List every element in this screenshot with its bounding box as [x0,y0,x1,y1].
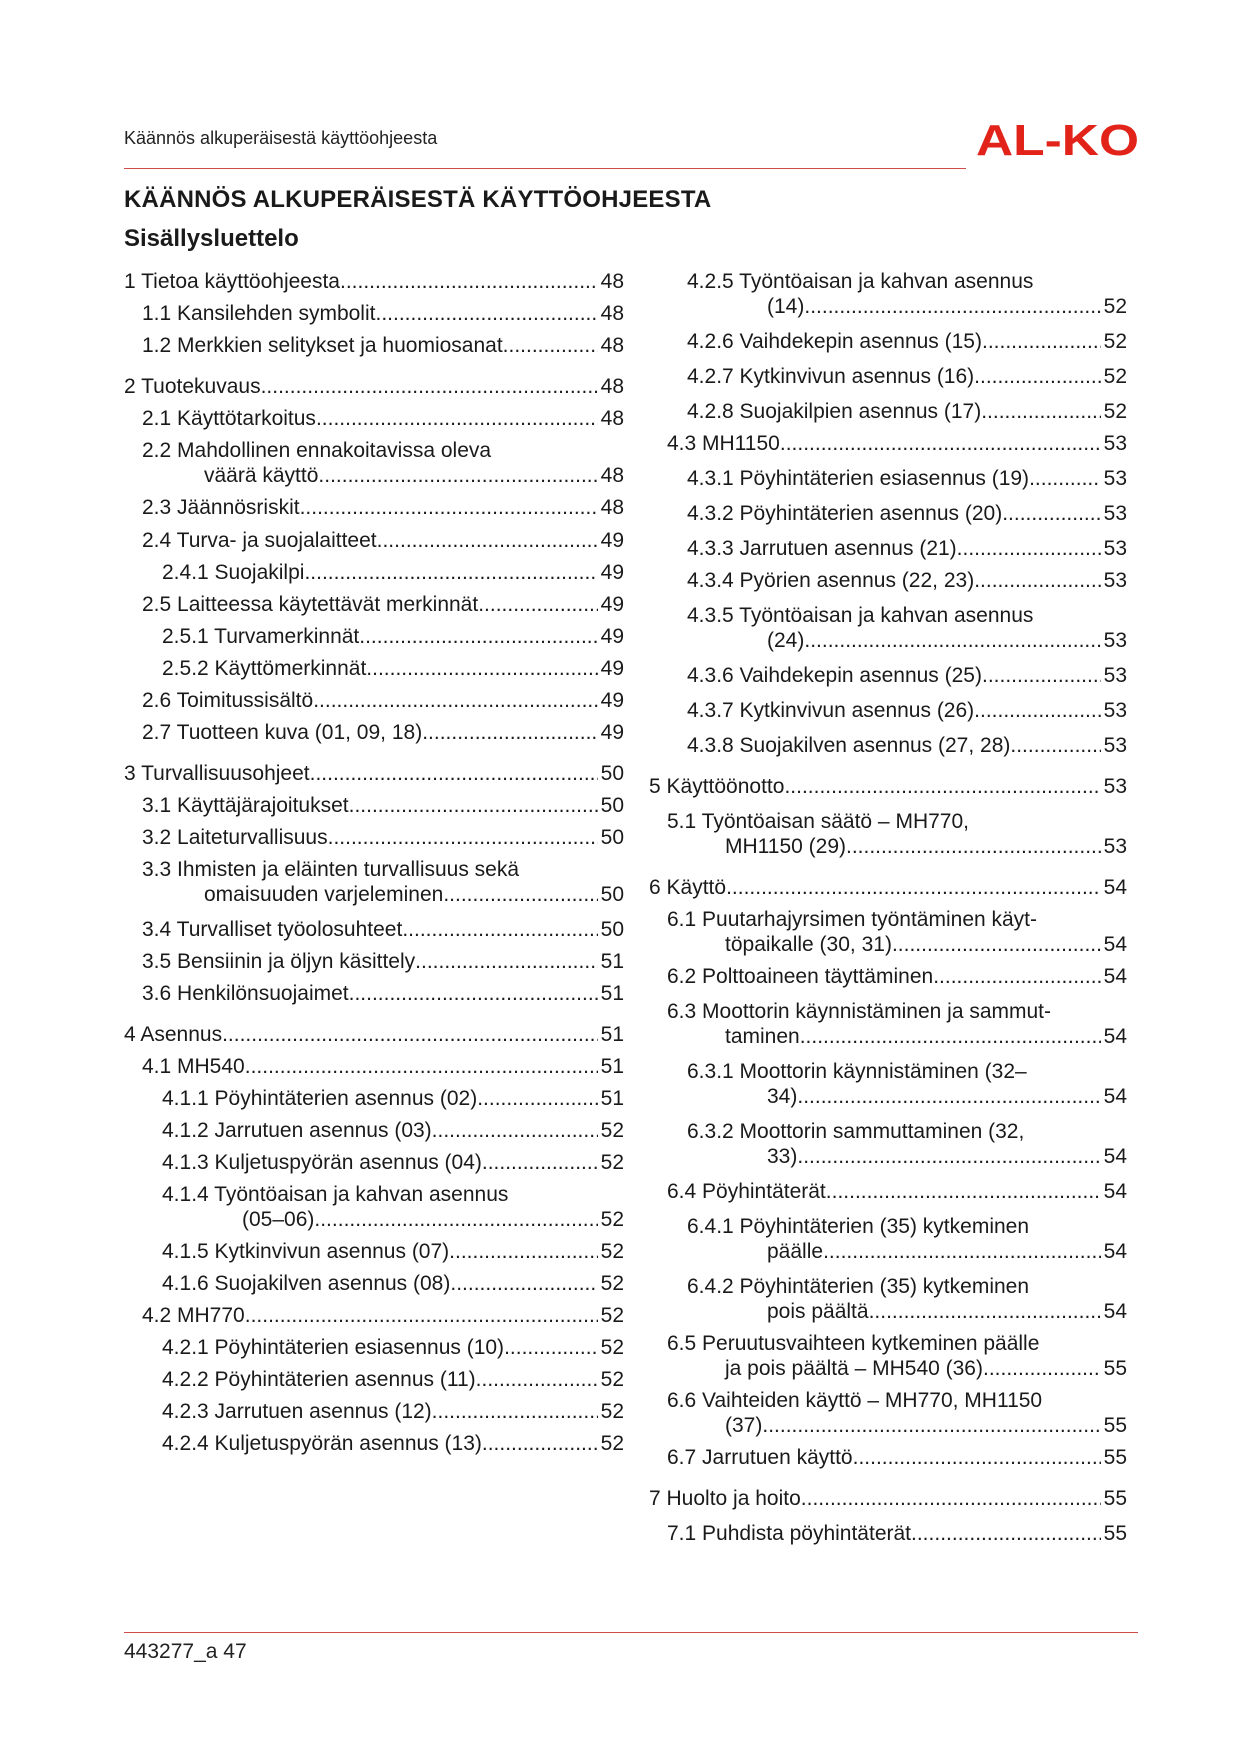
toc-entry[interactable]: 4.1 MH540 ..... 51 [124,1054,624,1079]
toc-entry[interactable]: 6.3.1 Moottorin käynnistäminen (32– 34) ..... 54 [649,1059,1127,1109]
toc-entry[interactable]: 1.2 Merkkien selitykset ja huomiosanat ..... 48 [124,333,624,358]
toc-entry[interactable]: 4.2.4 Kuljetuspyörän asennus (13) ..... 52 [124,1431,624,1456]
toc-entry[interactable]: 4.2.6 Vaihdekepin asennus (15) ..... 52 [649,329,1127,354]
toc-entry[interactable]: 1 Tietoa käyttöohjeesta ..... 48 [124,269,624,294]
toc-entry[interactable]: 2.4 Turva- ja suojalaitteet ..... 49 [124,528,624,553]
toc-left-column [124,269,624,1456]
toc-entry[interactable]: 2.4.1 Suojakilpi ..... 49 [124,560,624,585]
toc-entry[interactable]: 3.4 Turvalliset työolosuhteet ..... 50 [124,917,624,942]
toc-entry[interactable]: 5.1 Työntöaisan säätö – MH770, MH1150 (29) ..... 53 [649,809,1127,859]
toc-entry[interactable]: 6 Käyttö ..... 54 [649,875,1127,900]
toc-entry[interactable]: 3.1 Käyttäjärajoitukset ..... 50 [124,793,624,818]
toc-entry[interactable]: 6.6 Vaihteiden käyttö – MH770, MH1150 (37) ..... 55 [649,1388,1127,1438]
toc-entry[interactable]: 7 Huolto ja hoito ..... 55 [649,1486,1127,1511]
toc-entry[interactable]: 6.4 Pöyhintäterät ..... 54 [649,1179,1127,1204]
toc-entry[interactable]: 2.2 Mahdollinen ennakoitavissa oleva väärä käyttö ..... 48 [124,438,624,488]
alko-logo [976,118,1141,162]
toc-entry[interactable]: 4.2.1 Pöyhintäterien esiasennus (10) ..... 52 [124,1335,624,1360]
toc-entry[interactable]: 2.5.2 Käyttömerkinnät ..... 49 [124,656,624,681]
toc-entry[interactable]: 4 Asennus ..... 51 [124,1022,624,1047]
toc-heading: Sisällysluettelo [124,225,299,252]
toc-entry[interactable]: 4.2 MH770 ..... 52 [124,1303,624,1328]
toc-entry[interactable]: 6.1 Puutarhajyrsimen työntäminen käyt- töpaikalle (30, 31) ..... 54 [649,907,1127,957]
toc-entry[interactable]: 3.3 Ihmisten ja eläinten turvallisuus sekä omaisuuden varjeleminen ..... 50 [124,857,624,907]
toc-entry[interactable]: 2 Tuotekuvaus ..... 48 [124,374,624,399]
toc-entry[interactable]: 4.3.2 Pöyhintäterien asennus (20) ..... 53 [649,501,1127,526]
footer-doc-number: 443277_a 47 [124,1640,247,1663]
toc-entry[interactable]: 2.6 Toimitussisältö ..... 49 [124,688,624,713]
toc-entry[interactable]: 3.6 Henkilönsuojaimet ..... 51 [124,981,624,1006]
toc-entry[interactable]: 4.3.1 Pöyhintäterien esiasennus (19) ..... 53 [649,466,1127,491]
toc-entry[interactable]: 4.2.5 Työntöaisan ja kahvan asennus (14) ..... 52 [649,269,1127,319]
toc-entry[interactable]: 4.1.2 Jarrutuen asennus (03) ..... 52 [124,1118,624,1143]
toc-entry[interactable]: 6.7 Jarrutuen käyttö ..... 55 [649,1445,1127,1470]
toc-entry[interactable]: 1.1 Kansilehden symbolit ..... 48 [124,301,624,326]
toc-entry[interactable]: 4.1.5 Kytkinvivun asennus (07) ..... 52 [124,1239,624,1264]
toc-entry[interactable]: 4.3.7 Kytkinvivun asennus (26) ..... 53 [649,698,1127,723]
toc-right-column [649,269,1127,1546]
toc-entry[interactable]: 4.3.4 Pyörien asennus (22, 23) ..... 53 [649,568,1127,593]
toc-entry[interactable]: 4.3 MH1150 ..... 53 [649,431,1127,456]
toc-entry[interactable]: 6.2 Polttoaineen täyttäminen ..... 54 [649,964,1127,989]
toc-entry[interactable]: 4.2.7 Kytkinvivun asennus (16) ..... 52 [649,364,1127,389]
document-title: KÄÄNNÖS ALKUPERÄISESTÄ KÄYTTÖOHJEESTA [124,186,712,213]
toc-entry[interactable]: 2.3 Jäännösriskit ..... 48 [124,495,624,520]
toc-entry[interactable]: 5 Käyttöönotto ..... 53 [649,774,1127,799]
toc-entry[interactable]: 4.1.6 Suojakilven asennus (08) ..... 52 [124,1271,624,1296]
header-subtitle: Käännös alkuperäisestä käyttöohjeesta [124,128,438,148]
toc-entry[interactable]: 6.3.2 Moottorin sammuttaminen (32, 33) ..... 54 [649,1119,1127,1169]
toc-entry[interactable]: 3.2 Laiteturvallisuus ..... 50 [124,825,624,850]
toc-entry[interactable]: 3.5 Bensiinin ja öljyn käsittely ..... 51 [124,949,624,974]
toc-entry[interactable]: 4.3.6 Vaihdekepin asennus (25) ..... 53 [649,663,1127,688]
header-rule [124,168,966,169]
toc-entry[interactable]: 6.4.2 Pöyhintäterien (35) kytkeminen pois päältä ..... 54 [649,1274,1127,1324]
footer-rule [124,1632,1138,1633]
toc-entry[interactable]: 4.2.3 Jarrutuen asennus (12) ..... 52 [124,1399,624,1424]
toc-entry[interactable]: 6.3 Moottorin käynnistäminen ja sammut- taminen ..... 54 [649,999,1127,1049]
toc-entry[interactable]: 4.1.3 Kuljetuspyörän asennus (04) ..... 52 [124,1150,624,1175]
toc-entry[interactable]: 4.3.8 Suojakilven asennus (27, 28) ..... 53 [649,733,1127,758]
toc-entry[interactable]: 4.3.5 Työntöaisan ja kahvan asennus (24) ..... 53 [649,603,1127,653]
toc-entry[interactable]: 2.1 Käyttötarkoitus ..... 48 [124,406,624,431]
toc-entry[interactable]: 6.4.1 Pöyhintäterien (35) kytkeminen päälle ..... 54 [649,1214,1127,1264]
toc-entry[interactable]: 4.3.3 Jarrutuen asennus (21) ..... 53 [649,536,1127,561]
toc-entry[interactable]: 6.5 Peruutusvaihteen kytkeminen päälle ja pois päältä – MH540 (36) ..... 55 [649,1331,1127,1381]
toc-entry[interactable]: 4.2.2 Pöyhintäterien asennus (11) ..... 52 [124,1367,624,1392]
svg-text:AL-KO: AL-KO [976,118,1139,162]
toc-entry[interactable]: 4.2.8 Suojakilpien asennus (17) ..... 52 [649,399,1127,424]
toc-entry[interactable]: 4.1.1 Pöyhintäterien asennus (02) ..... 51 [124,1086,624,1111]
toc-entry[interactable]: 2.7 Tuotteen kuva (01, 09, 18) ..... 49 [124,720,624,745]
toc-entry[interactable]: 7.1 Puhdista pöyhintäterät ..... 55 [649,1521,1127,1546]
toc-entry[interactable]: 2.5.1 Turvamerkinnät ..... 49 [124,624,624,649]
toc-entry[interactable]: 2.5 Laitteessa käytettävät merkinnät ..... 49 [124,592,624,617]
toc-entry[interactable]: 4.1.4 Työntöaisan ja kahvan asennus (05–06) ..... 52 [124,1182,624,1232]
toc-entry[interactable]: 3 Turvallisuusohjeet ..... 50 [124,761,624,786]
